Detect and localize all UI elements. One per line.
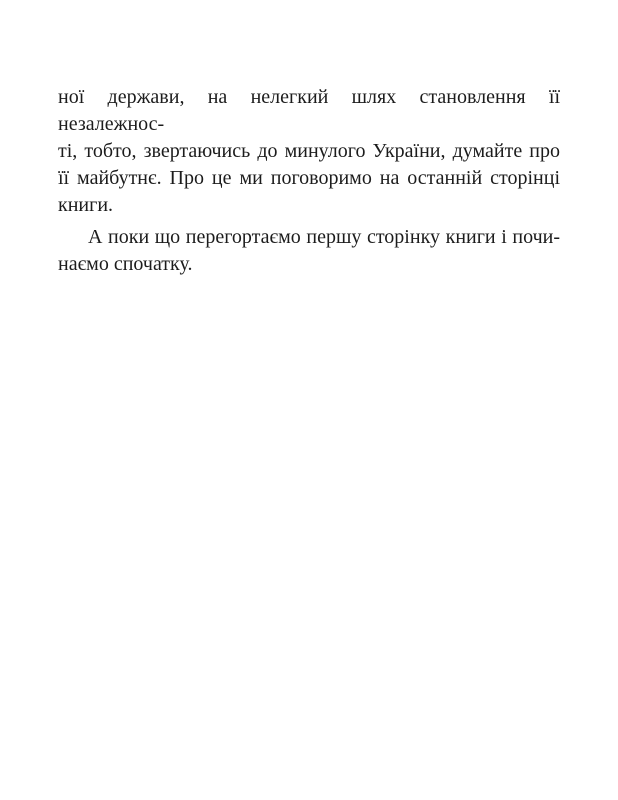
paragraph-2 — [58, 224, 560, 278]
body-text — [58, 84, 560, 278]
text-line: А поки що перегортаємо першу сторінку книги і почи- — [88, 226, 560, 248]
text-line: її майбутнє. Про це ми поговоримо на останній сторінці — [58, 167, 560, 189]
text-line: ті, тобто, звертаючись до минулого України, думайте про — [58, 140, 560, 162]
text-line: наємо спочатку. — [58, 253, 193, 275]
text-line: книги. — [58, 194, 114, 216]
text-line: ної держави, на нелегкий шлях становлення її незалежнос- — [58, 86, 560, 135]
paragraph-1 — [58, 84, 560, 219]
